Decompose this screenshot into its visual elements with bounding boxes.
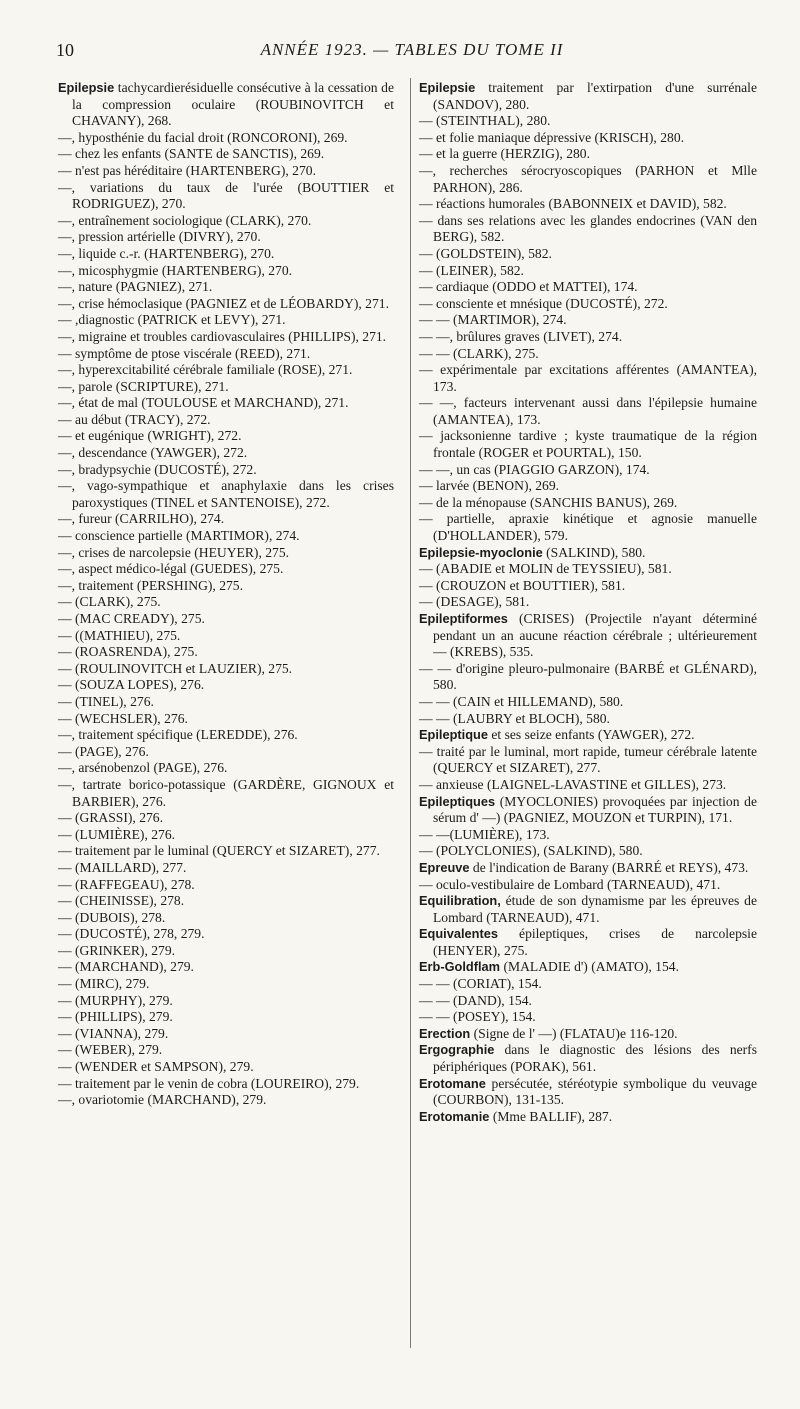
index-entry	[58, 993, 394, 1010]
index-entry	[58, 312, 394, 329]
entry-headword: Epilepsie	[58, 80, 115, 95]
entry-text: — (ROULINOVITCH et LAUZIER), 275.	[58, 660, 293, 676]
running-title: ANNÉE 1923. — TABLES DU TOME II	[260, 40, 564, 59]
index-entry	[58, 80, 394, 130]
index-entry	[58, 893, 394, 910]
entry-headword: Epilepsie-myoclonie	[419, 544, 543, 560]
entry-text: — (DUCOSTÉ), 278, 279.	[58, 926, 205, 942]
index-entry	[58, 694, 394, 711]
index-entry	[58, 760, 394, 777]
entry-text: — (PHILLIPS), 279.	[58, 1009, 173, 1025]
entry-text: — (WENDER et SAMPSON), 279.	[58, 1059, 254, 1075]
index-entry	[419, 296, 757, 313]
page-header	[56, 40, 768, 70]
index-entry	[58, 628, 394, 645]
entry-text: — (MURPHY), 279.	[58, 992, 173, 1008]
entry-text: — (MAILLARD), 277.	[58, 859, 187, 875]
entry-text: —, aspect médico-légal (GUEDES), 275.	[58, 561, 284, 577]
entry-text: étude de son dynamisme par les épreuves de Lombard (TARNEAUD), 471.	[433, 893, 757, 925]
index-entry	[419, 893, 757, 926]
index-entry	[58, 1042, 394, 1059]
index-entry	[419, 976, 757, 993]
index-entry	[58, 146, 394, 163]
entry-text: —, arsénobenzol (PAGE), 276.	[58, 760, 228, 776]
index-entry	[58, 860, 394, 877]
entry-text: persécutée, stéréotypie symbolique du veuvage (COURBON), 131-135.	[433, 1075, 757, 1108]
index-entry	[419, 146, 757, 163]
entry-text: — — (MARTIMOR), 274.	[419, 312, 567, 328]
index-entry	[419, 1026, 757, 1043]
entry-text: —, fureur (CARRILHO), 274.	[58, 511, 225, 527]
entry-text: — (WECHSLER), 276.	[58, 710, 188, 726]
entry-text: — ,diagnostic (PATRICK et LEVY), 271.	[58, 312, 286, 328]
index-entry	[58, 777, 394, 810]
index-entry	[58, 478, 394, 511]
index-entry	[58, 1092, 394, 1109]
entry-text: — oculo-vestibulaire de Lombard (TARNEAUD), 471.	[419, 876, 721, 892]
index-entry	[58, 727, 394, 744]
index-entry	[58, 976, 394, 993]
index-entry	[419, 462, 757, 479]
index-entry	[58, 594, 394, 611]
index-entry	[419, 661, 757, 694]
index-entry	[419, 130, 757, 147]
index-entry	[419, 561, 757, 578]
index-entry	[58, 130, 394, 147]
entry-text: — et eugénique (WRIGHT), 272.	[58, 428, 242, 444]
entry-text: (SALKIND), 580.	[546, 544, 646, 560]
index-entry	[419, 860, 757, 877]
index-entry	[58, 677, 394, 694]
entry-text: de l'indication de Barany (BARRÉ et REYS), 473.	[472, 859, 749, 875]
entry-headword: Epreuve	[419, 859, 470, 875]
index-entry	[419, 827, 757, 844]
index-entry	[419, 959, 757, 976]
index-entry	[58, 810, 394, 827]
index-entry	[419, 395, 757, 428]
entry-text: — de la ménopause (SANCHIS BANUS), 269.	[419, 494, 678, 510]
index-entry	[419, 312, 757, 329]
index-entry	[419, 611, 757, 661]
entry-text: — — (LAUBRY et BLOCH), 580.	[419, 710, 610, 726]
entry-text: (MYOCLONIES) provoquées par injection de sérum d' —) (PAGNIEZ, MOUZON et TURPIN), 171.	[433, 793, 757, 826]
index-entry	[58, 611, 394, 628]
index-entry	[419, 511, 757, 544]
entry-text: — ((MATHIEU), 275.	[58, 627, 181, 643]
page-number: 10	[56, 40, 74, 60]
index-entry	[419, 113, 757, 130]
entry-text: — — (DAND), 154.	[419, 992, 532, 1008]
index-entry	[419, 794, 757, 827]
index-entry	[58, 827, 394, 844]
index-entry	[58, 379, 394, 396]
index-entry	[419, 694, 757, 711]
index-entry	[58, 329, 394, 346]
index-entry	[419, 843, 757, 860]
entry-text: — — (POSEY), 154.	[419, 1009, 536, 1025]
entry-text: — traitement par le venin de cobra (LOUREIRO), 279.	[58, 1075, 360, 1091]
entry-text: épileptiques, crises de narcolepsie (HENYER), 275.	[433, 926, 757, 958]
entry-text: — (RAFFEGEAU), 278.	[58, 876, 195, 892]
entry-text: et ses seize enfants (YAWGER), 272.	[491, 727, 695, 743]
index-entry	[58, 229, 394, 246]
entry-headword: Erotomane	[419, 1075, 486, 1091]
entry-text: — dans ses relations avec les glandes endocrines (VAN den BERG), 582.	[419, 212, 757, 245]
index-entry	[58, 1076, 394, 1093]
index-entry	[58, 1026, 394, 1043]
entry-text: — n'est pas héréditaire (HARTENBERG), 270.	[58, 162, 316, 178]
entry-text: — (GRASSI), 276.	[58, 810, 163, 826]
right-column	[419, 80, 757, 1125]
entry-headword: Ergographie	[419, 1042, 495, 1058]
index-entry	[58, 213, 394, 230]
index-entry	[419, 478, 757, 495]
entry-text: — traité par le luminal, mort rapide, tumeur cérébrale latente (QUERCY et SIZARET), 277.	[419, 743, 757, 776]
index-entry	[58, 843, 394, 860]
index-entry	[58, 263, 394, 280]
entry-text: — expérimentale par excitations afférentes (AMANTEA), 173.	[419, 362, 757, 394]
index-entry	[58, 943, 394, 960]
entry-text: —, parole (SCRIPTURE), 271.	[58, 378, 229, 394]
index-entry	[419, 877, 757, 894]
entry-text: — (LUMIÈRE), 276.	[58, 826, 176, 842]
entry-text: — —, brûlures graves (LIVET), 274.	[419, 328, 623, 344]
entry-text: — (MIRC), 279.	[58, 976, 150, 992]
index-entry	[58, 578, 394, 595]
entry-headword: Epilepsie	[419, 80, 476, 95]
entry-headword: Epileptiques	[419, 793, 496, 809]
entry-text: —, bradypsychie (DUCOSTÉ), 272.	[58, 461, 257, 477]
index-entry	[419, 80, 757, 113]
entry-text: — — d'origine pleuro-pulmonaire (BARBÉ et GLÉNARD), 580.	[419, 660, 757, 693]
entry-text: — —, un cas (PIAGGIO GARZON), 174.	[419, 461, 650, 477]
entry-text: — —(LUMIÈRE), 173.	[419, 826, 550, 842]
entry-headword: Erection	[419, 1025, 471, 1041]
entry-headword: Epileptique	[419, 727, 488, 743]
index-entry	[58, 163, 394, 180]
entry-text: — (MARCHAND), 279.	[58, 959, 194, 975]
index-entry	[419, 711, 757, 728]
entry-text: — (CLARK), 275.	[58, 594, 161, 610]
entry-text: —, crise hémoclasique (PAGNIEZ et de LÉOBARDY), 271.	[58, 295, 389, 311]
entry-text: — — (CLARK), 275.	[419, 345, 539, 361]
entry-text: dans le diagnostic des lésions des nerfs périphériques (PORAK), 561.	[433, 1042, 757, 1075]
entry-headword: Erb-Goldflam	[419, 959, 501, 975]
entry-text: — au début (TRACY), 272.	[58, 411, 211, 427]
entry-text: —, variations du taux de l'urée (BOUTTIER et RODRIGUEZ), 270.	[58, 179, 394, 212]
index-entry	[58, 511, 394, 528]
index-entry	[419, 263, 757, 280]
entry-text: — (VIANNA), 279.	[58, 1025, 169, 1041]
index-entry	[58, 661, 394, 678]
index-entry	[58, 428, 394, 445]
entry-text: —, état de mal (TOULOUSE et MARCHAND), 271.	[58, 395, 349, 411]
index-entry	[58, 445, 394, 462]
entry-text: tachycardierésiduelle consécutive à la cessation de la compression oculaire (ROUBINOVITCH et CHAVANY), 268.	[72, 80, 394, 129]
index-entry	[419, 163, 757, 196]
entry-text: traitement par l'extirpation d'une surrénale (SANDOV), 280.	[433, 80, 757, 112]
index-entry	[58, 744, 394, 761]
entry-text: (Signe de l' —) (FLATAU)e 116-120.	[473, 1025, 678, 1041]
entry-text: — (MAC CREADY), 275.	[58, 611, 205, 626]
entry-text: — (ROASRENDA), 275.	[58, 644, 198, 660]
entry-text: —, liquide c.-r. (HARTENBERG), 270.	[58, 245, 275, 261]
index-entry	[58, 412, 394, 429]
entry-text: (MALADIE d') (AMATO), 154.	[503, 959, 679, 975]
entry-text: — cardiaque (ODDO et MATTEI), 174.	[419, 279, 638, 295]
index-entry	[419, 362, 757, 395]
entry-text: — (ABADIE et MOLIN de TEYSSIEU), 581.	[419, 561, 672, 577]
entry-headword: Equilibration,	[419, 893, 501, 909]
entry-headword: Epileptiformes	[419, 611, 508, 626]
index-entry	[419, 926, 757, 959]
entry-text: — — (CORIAT), 154.	[419, 976, 542, 992]
index-entry	[58, 561, 394, 578]
index-entry	[419, 196, 757, 213]
index-entry	[58, 711, 394, 728]
entry-text: — larvée (BENON), 269.	[419, 478, 560, 494]
index-entry	[58, 246, 394, 263]
entry-text: —, ovariotomie (MARCHAND), 279.	[58, 1092, 267, 1108]
entry-text: — (DUBOIS), 278.	[58, 909, 166, 925]
index-entry	[58, 395, 394, 412]
entry-text: — traitement par le luminal (QUERCY et SIZARET), 277.	[58, 843, 380, 859]
index-entry	[58, 1059, 394, 1076]
entry-text: (Mme BALLIF), 287.	[492, 1108, 613, 1124]
index-entry	[419, 744, 757, 777]
entry-text: — anxieuse (LAIGNEL-LAVASTINE et GILLES), 273.	[419, 776, 727, 792]
entry-text: —, recherches sérocryoscopiques (PARHON et Mlle PARHON), 286.	[419, 162, 757, 195]
entry-text: — — (CAIN et HILLEMAND), 580.	[419, 693, 624, 709]
entry-text: —, entraînement sociologique (CLARK), 270.	[58, 212, 312, 228]
entry-text: — consciente et mnésique (DUCOSTÉ), 272.	[419, 295, 668, 311]
entry-text: — conscience partielle (MARTIMOR), 274.	[58, 528, 300, 544]
index-entry	[58, 910, 394, 927]
index-entry	[419, 545, 757, 562]
entry-text: — —, facteurs intervenant aussi dans l'épilepsie humaine (AMANTEA), 173.	[419, 395, 757, 427]
index-entry	[419, 213, 757, 246]
entry-text: — (GRINKER), 279.	[58, 942, 176, 958]
entry-text: —, traitement (PERSHING), 275.	[58, 577, 244, 593]
index-entry	[58, 959, 394, 976]
entry-text: — réactions humorales (BABONNEIX et DAVID), 582.	[419, 196, 727, 212]
entry-text: — symptôme de ptose viscérale (REED), 271.	[58, 345, 311, 361]
entry-text: —, nature (PAGNIEZ), 271.	[58, 279, 213, 295]
entry-text: — (SOUZA LOPES), 276.	[58, 677, 205, 693]
index-entry	[58, 1009, 394, 1026]
entry-text: — (TINEL), 276.	[58, 693, 154, 709]
index-entry	[58, 296, 394, 313]
entry-text: — (POLYCLONIES), (SALKIND), 580.	[419, 843, 643, 859]
entry-text: —, micosphygmie (HARTENBERG), 270.	[58, 262, 293, 278]
entry-text: —, hyposthénie du facial droit (RONCORONI), 269.	[58, 129, 348, 145]
column-divider	[410, 78, 411, 1348]
index-entry	[419, 1009, 757, 1026]
index-entry	[419, 578, 757, 595]
entry-text: — (STEINTHAL), 280.	[419, 113, 551, 129]
index-entry	[58, 644, 394, 661]
index-entry	[58, 545, 394, 562]
index-entry	[419, 495, 757, 512]
entry-text: —, traitement spécifique (LEREDDE), 276.	[58, 727, 298, 743]
index-entry	[58, 362, 394, 379]
left-column	[58, 80, 394, 1109]
index-entry	[58, 877, 394, 894]
entry-text: —, migraine et troubles cardiovasculaires (PHILLIPS), 271.	[58, 328, 387, 344]
index-entry	[58, 180, 394, 213]
entry-headword: Erotomanie	[419, 1108, 490, 1124]
entry-text: — (PAGE), 276.	[58, 743, 149, 759]
entry-text: —, pression artérielle (DIVRY), 270.	[58, 229, 261, 245]
index-entry	[419, 727, 757, 744]
entry-text: — (LEINER), 582.	[419, 262, 524, 278]
entry-text: —, hyperexcitabilité cérébrale familiale (ROSE), 271.	[58, 362, 353, 378]
entry-text: —, vago-sympathique et anaphylaxie dans les crises paroxystiques (TINEL et SANTENOISE), 272.	[58, 478, 394, 510]
index-entry	[419, 594, 757, 611]
entry-text: — et folie maniaque dépressive (KRISCH), 280.	[419, 129, 685, 145]
index-entry	[419, 777, 757, 794]
entry-text: —, descendance (YAWGER), 272.	[58, 445, 248, 461]
index-entry	[58, 462, 394, 479]
index-entry	[419, 1109, 757, 1126]
index-entry	[58, 346, 394, 363]
index-entry	[58, 528, 394, 545]
index-entry	[419, 246, 757, 263]
entry-text: — (DESAGE), 581.	[419, 594, 530, 610]
entry-text: — chez les enfants (SANTE de SANCTIS), 269.	[58, 146, 325, 162]
entry-text: — (CROUZON et BOUTTIER), 581.	[419, 577, 626, 593]
index-entry	[419, 993, 757, 1010]
entry-text: — (GOLDSTEIN), 582.	[419, 245, 552, 261]
entry-text: — et la guerre (HERZIG), 280.	[419, 146, 590, 162]
entry-headword: Equivalentes	[419, 926, 498, 942]
entry-text: — jacksonienne tardive ; kyste traumatique de la région frontale (ROGER et POURTAL), 150.	[419, 428, 757, 461]
index-entry	[58, 279, 394, 296]
index-entry	[419, 1076, 757, 1109]
index-entry	[419, 329, 757, 346]
entry-text: — (WEBER), 279.	[58, 1042, 163, 1058]
index-entry	[419, 428, 757, 461]
entry-text: —, crises de narcolepsie (HEUYER), 275.	[58, 544, 290, 560]
entry-text: —, tartrate borico-potassique (GARDÈRE, GIGNOUX et BARBIER), 276.	[58, 776, 394, 809]
entry-text: — partielle, apraxie kinétique et agnosie manuelle (D'HOLLANDER), 579.	[419, 511, 757, 544]
index-entry	[58, 926, 394, 943]
entry-text: — (CHEINISSE), 278.	[58, 893, 185, 909]
index-entry	[419, 346, 757, 363]
entry-text: (CRISES) (Projectile n'ayant déterminé pendant un an aucune réaction cérébrale ; ultérieurement — (KREBS), 535.	[433, 611, 757, 660]
index-entry	[419, 1042, 757, 1075]
index-entry	[419, 279, 757, 296]
